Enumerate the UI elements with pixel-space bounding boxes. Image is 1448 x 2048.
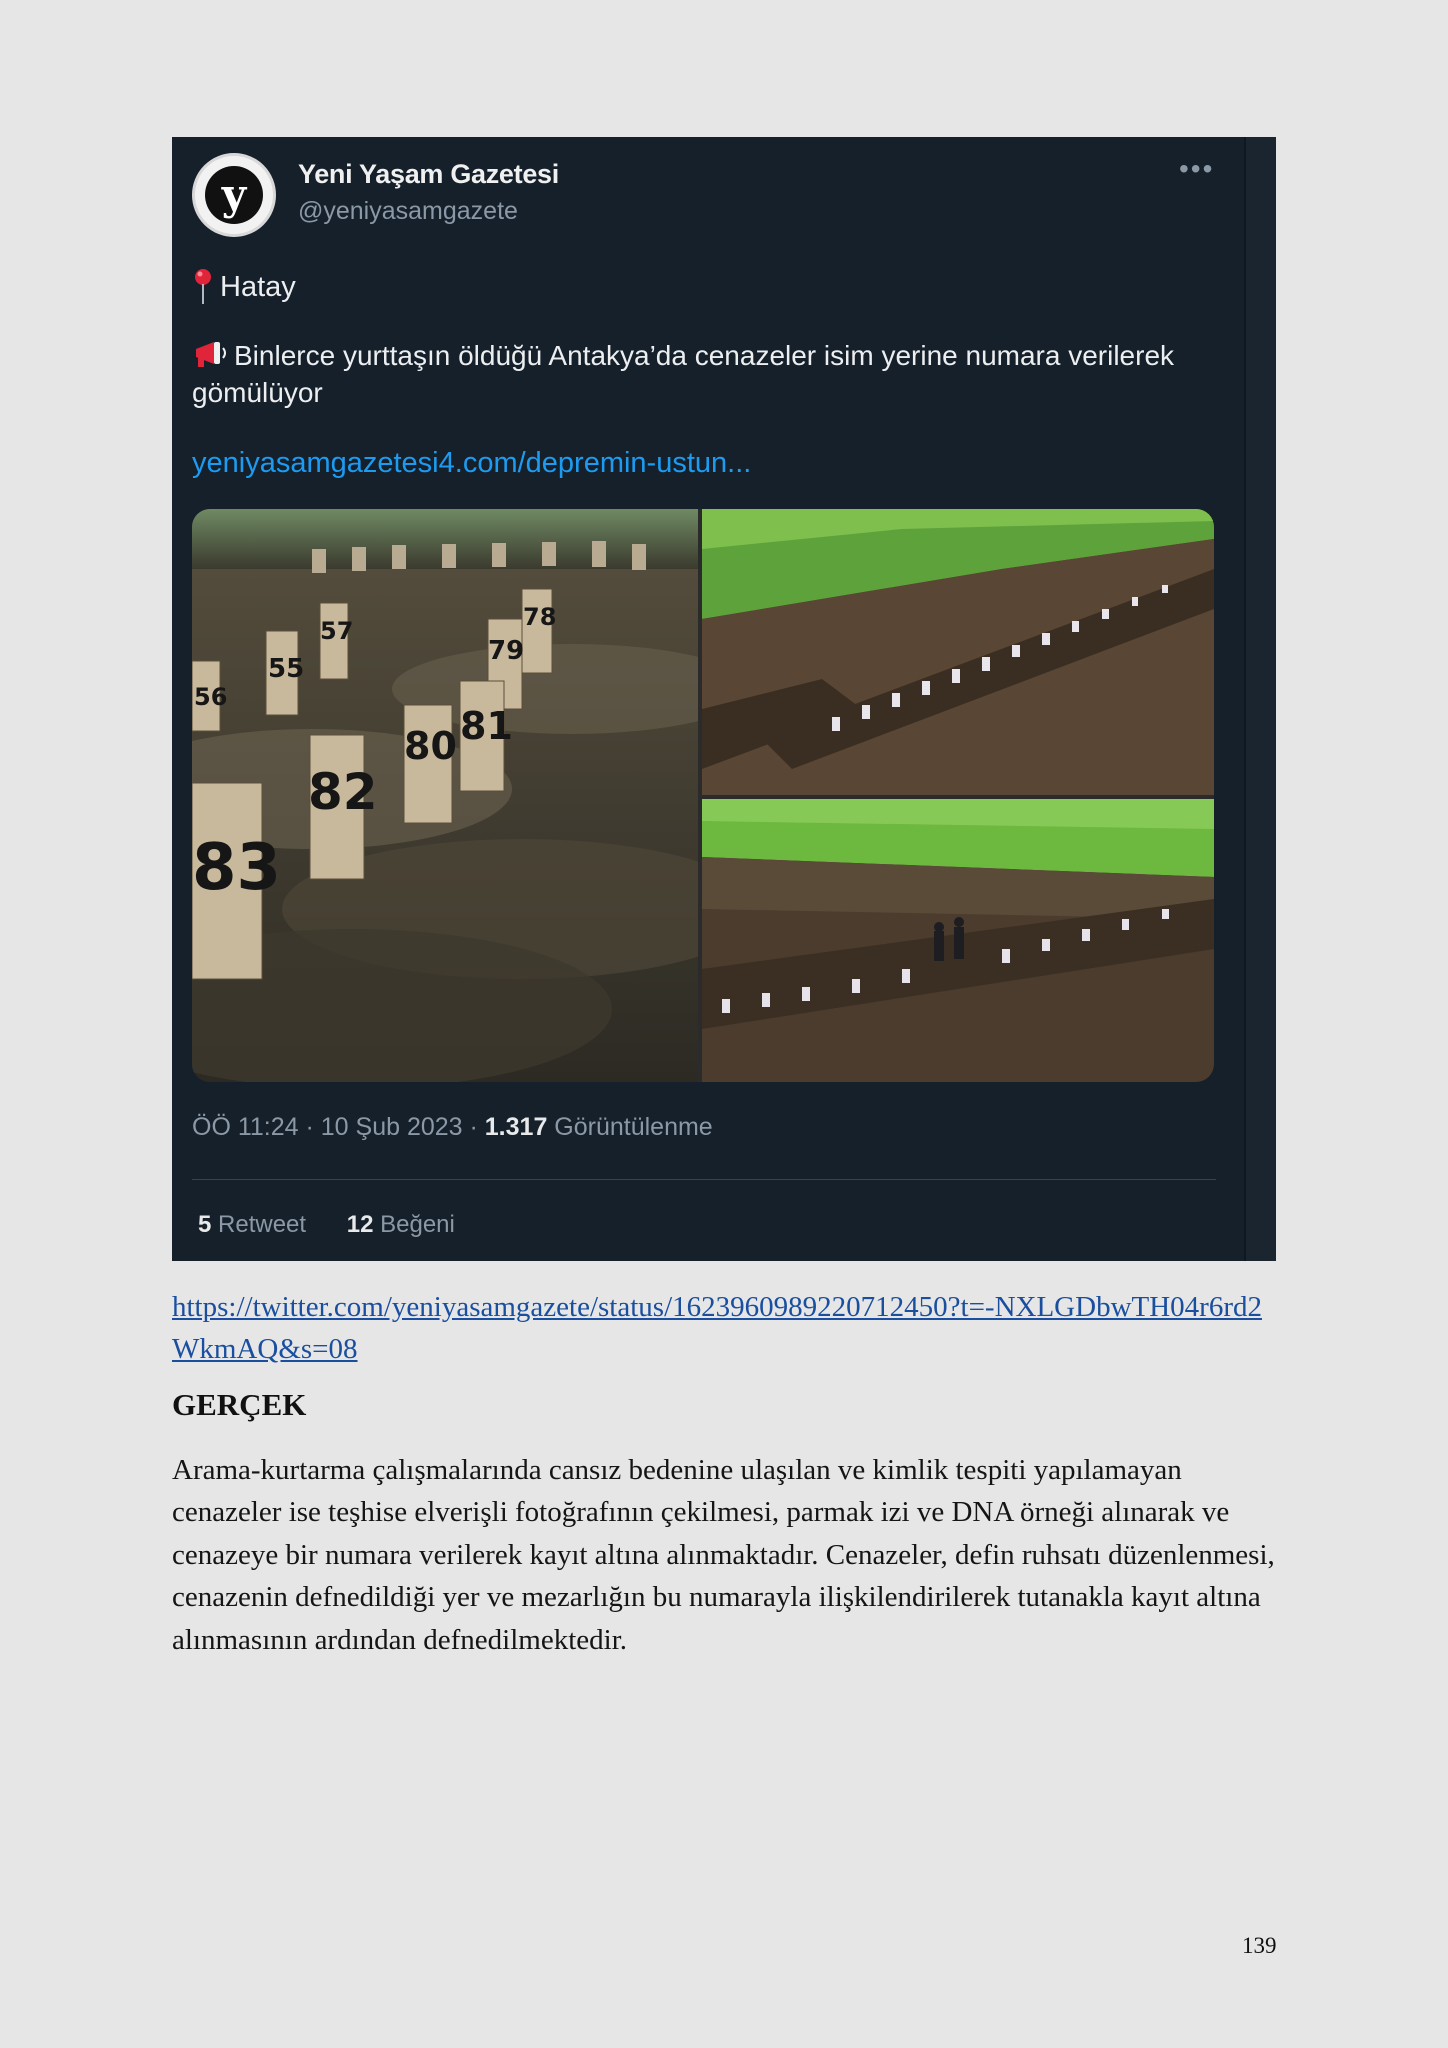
- grave-number: 57: [320, 617, 354, 645]
- tweet-screenshot: [172, 137, 1276, 1261]
- body-paragraph: Arama-kurtarma çalışmalarında cansız bedenine ulaşılan ve kimlik tespiti yapılamayan cenazeler ise teşhise elverişli fotoğrafının çekilmesi, parmak izi ve DNA örneği alınarak ve cenazeye bir numara verilerek kayıt altına alınmaktadır. Cenazeler, defin ruhsatı düzenlenmesi, cenazenin defnedildiği yer ve mezarlığın bu numarayla ilişkilendirilerek tutanakla kayıt altına alınmasının ardından defnedilmektedir.: [172, 1454, 1275, 1656]
- location-text: Hatay: [220, 270, 296, 303]
- page-number: 139: [1242, 1933, 1277, 1958]
- meta-separator: ·: [462, 1113, 485, 1141]
- grave-number: 78: [523, 603, 557, 631]
- grave-number: 55: [268, 654, 305, 684]
- tweet-date[interactable]: 10 Şub 2023: [320, 1113, 463, 1141]
- megaphone-icon: [192, 339, 232, 369]
- likes-label: Beğeni: [373, 1211, 455, 1238]
- tweet-stats: [198, 1211, 489, 1239]
- tweet-text: [192, 337, 1192, 411]
- location-line: [192, 267, 296, 307]
- pushpin-icon: [192, 268, 214, 306]
- grave-number: 81: [460, 704, 513, 748]
- display-name[interactable]: Yeni Yaşam Gazetesi: [298, 159, 559, 189]
- tweet-time[interactable]: ÖÖ 11:24: [192, 1113, 299, 1141]
- retweets-count: 5: [198, 1211, 212, 1238]
- section-heading: GERÇEK: [172, 1387, 307, 1422]
- views-count: 1.317: [484, 1113, 548, 1141]
- photo-cemetery-field[interactable]: [702, 799, 1214, 1082]
- tweet-link[interactable]: yeniyasamgazetesi4.com/depremin-ustun...: [192, 447, 752, 479]
- source-link[interactable]: https://twitter.com/yeniyasamgazete/status/1623960989220712450?t=-NXLGDbwTH04r6rd2WkmAQ&s=08: [172, 1291, 1262, 1365]
- retweets-stat[interactable]: [198, 1211, 306, 1238]
- user-handle[interactable]: @yeniyasamgazete: [298, 197, 518, 225]
- more-horizontal-icon[interactable]: •••: [1179, 153, 1215, 184]
- photo-numbered-graves[interactable]: [192, 509, 698, 1082]
- meta-separator: ·: [298, 1113, 321, 1141]
- avatar[interactable]: [192, 153, 276, 237]
- grave-number: 80: [404, 724, 457, 768]
- likes-stat[interactable]: [347, 1211, 455, 1238]
- photo-cemetery-rows[interactable]: [702, 509, 1214, 795]
- screenshot-edge: [1244, 137, 1276, 1261]
- grave-number: 83: [192, 831, 282, 905]
- grave-number: 79: [488, 636, 525, 666]
- avatar-logo: y: [205, 166, 263, 224]
- views-label: Görüntülenme: [547, 1113, 713, 1141]
- tweet-meta: [192, 1113, 713, 1142]
- divider: [192, 1179, 1216, 1180]
- tweet-media-grid[interactable]: [192, 509, 1214, 1082]
- headline-text: Binlerce yurttaşın öldüğü Antakya’da cenazeler isim yerine numara verilerek gömülüyor: [192, 340, 1175, 408]
- likes-count: 12: [346, 1211, 374, 1238]
- grave-number: 56: [194, 683, 228, 711]
- grave-number: 82: [308, 763, 378, 821]
- retweets-label: Retweet: [211, 1211, 307, 1238]
